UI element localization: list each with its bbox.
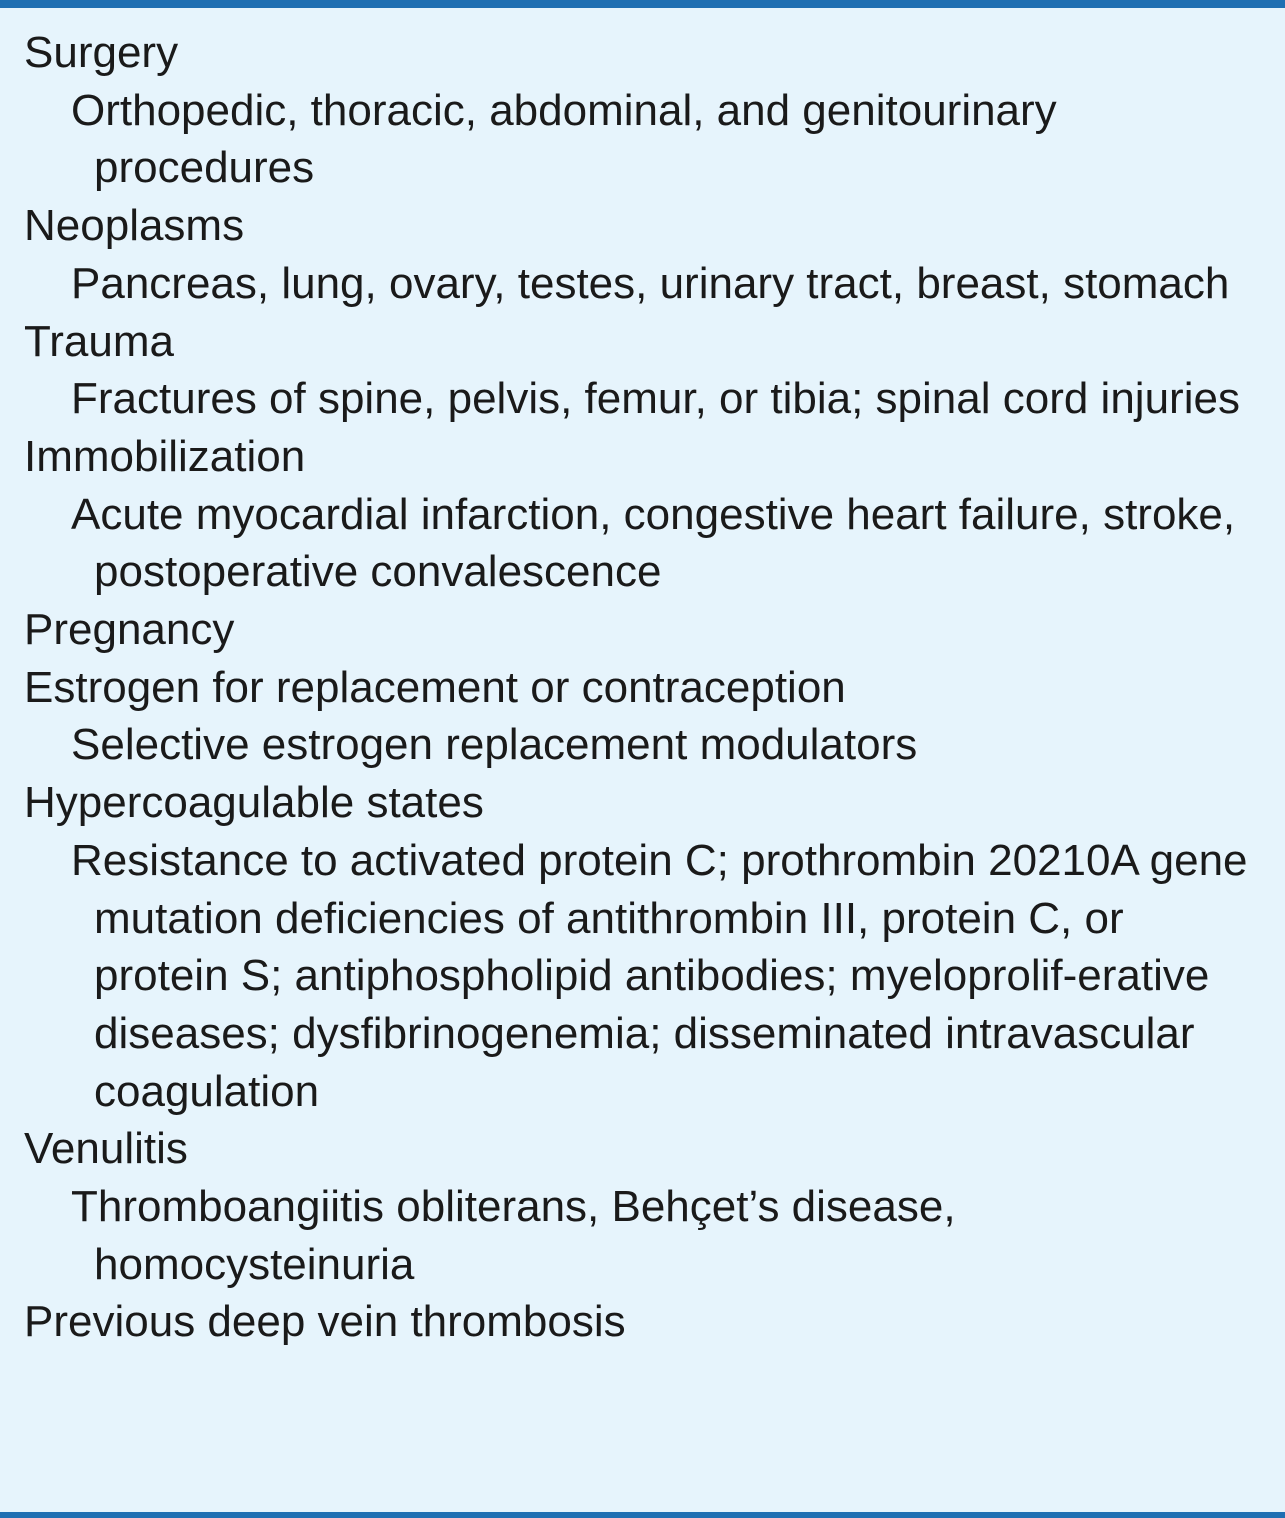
entry-heading-immobilization: Immobilization: [24, 431, 306, 481]
entry-heading-surgery: Surgery: [24, 28, 179, 77]
risk-factor-list: [24, 24, 1269, 1351]
top-border-rule: [0, 0, 1285, 8]
entry-heading-estrogen: Estrogen for replacement or contraception: [24, 662, 846, 712]
entry-detail-trauma: Fractures of spine, pelvis, femur, or tibia; spinal cord injuries: [71, 374, 1240, 424]
entry-detail-neoplasms: Pancreas, lung, ovary, testes, urinary tract, breast, stomach: [71, 258, 1230, 308]
entry-heading-pregnancy: Pregnancy: [24, 605, 235, 655]
entry-detail-hypercoagulable-states: Resistance to activated protein C; prothrombin 20210A gene mutation deficiencies of antithrombin III, protein C, or protein S; antiphospholipid antibodies; myeloprolif-erative diseases; dysfibrinogenemia; disseminated intravascular coagulation: [71, 835, 1248, 1116]
entry-detail-surgery: Orthopedic, thoracic, abdominal, and genitourinary procedures: [71, 85, 1057, 193]
entry-heading-previous-dvt: Previous deep vein thrombosis: [24, 1297, 626, 1347]
entry-heading-venulitis: Venulitis: [24, 1124, 188, 1174]
entry-heading-hypercoagulable-states: Hypercoagulable states: [24, 778, 484, 828]
entry-heading-neoplasms: Neoplasms: [24, 201, 245, 251]
bottom-border-rule: [0, 1512, 1285, 1518]
entry-heading-trauma: Trauma: [24, 316, 174, 366]
entry-detail-estrogen: Selective estrogen replacement modulators: [71, 720, 918, 770]
entry-detail-venulitis: Thromboangiitis obliterans, Behçet’s disease, homocysteinuria: [71, 1182, 956, 1289]
entry-detail-immobilization: Acute myocardial infarction, congestive heart failure, stroke, postoperative convalescence: [71, 489, 1236, 597]
